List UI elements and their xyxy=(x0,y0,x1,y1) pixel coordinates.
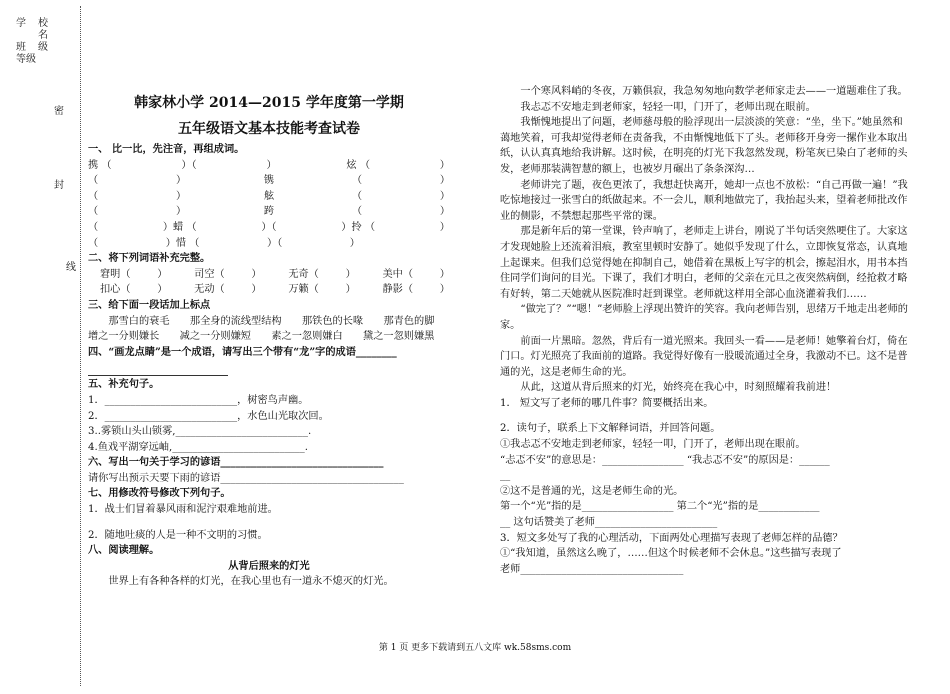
section-1-row-3 xyxy=(88,189,450,205)
question-2-sentence-1: ①我忐忑不安地走到老师家，轻轻一叩，门开了，老师出现在眼前。 xyxy=(500,439,806,451)
cell: 携 （ xyxy=(88,159,112,171)
question-2: 2．读句子，联系上下文解释词语，并回答问题。 xyxy=(500,423,721,435)
section-1-heading: 一、 比一比，先注音，再组成词。 xyxy=(88,143,245,155)
section-2-row-2 xyxy=(88,282,450,298)
label-school-2: 校 xyxy=(38,18,48,29)
reading-paragraph-5: 老师讲完了题，夜色更浓了，我想赶快离开，她却一点也不放松：“自己再做一遍！”我吃惊地接过一张雪白的纸做起来。不一会儿，顺利地做完了，我抬起头来，望着老师批改作业的侧影，不禁想起那些平常的课。 xyxy=(500,179,908,222)
cell: 美中（ xyxy=(382,268,414,280)
question-3-answer: 老师________________________________ xyxy=(500,563,684,575)
binding-labels-right xyxy=(38,18,68,54)
cell: ） xyxy=(345,268,356,280)
reading-paragraph-2: 一个寒风料峭的冬夜，万籁俱寂，我急匆匆地向数学老师家走去——一道题难住了我。 xyxy=(520,86,908,97)
question-2-prompt-1: “忐忑不安”的意思是：________________ “我忐忑不安”的原因是：______ xyxy=(500,454,830,466)
cell: ） xyxy=(439,159,450,171)
cell: ） xyxy=(439,175,450,187)
cell: ） xyxy=(175,206,187,218)
section-2-heading: 二、将下列词语补充完整。 xyxy=(88,252,211,265)
section-3-heading: 三、给下面一段话加上标点 xyxy=(88,298,211,311)
exam-title-line1: 韩家林小学 2014—2015 学年度第一学期 xyxy=(134,95,404,111)
section-5-item-1: 1．__________________________，树密鸟声幽。 xyxy=(88,394,309,406)
cell: ） xyxy=(439,190,450,202)
reading-paragraph-9: 从此，这道从背后照来的灯光，始终亮在我心中，时刻照耀着我前进！ xyxy=(520,382,837,394)
cell: 无动（ xyxy=(194,284,225,296)
cell: ） xyxy=(266,159,277,171)
cell: ） xyxy=(345,284,356,296)
section-4-heading: 四、“画龙点睛”是一个成语，请写出三个带有“龙”字的成语________ xyxy=(88,345,397,358)
section-5-item-2: 2．__________________________，水色山光取次回。 xyxy=(88,410,329,422)
right-column xyxy=(500,84,912,577)
section-5-heading: 五、补充句子。 xyxy=(88,378,160,391)
section-5-item-3: 3..雾锁山头山锁雾,__________________________. xyxy=(88,426,312,438)
cell: 跨 xyxy=(263,206,275,218)
section-4-answer-line[interactable] xyxy=(88,360,228,376)
section-7-item-1: 1．战士们冒着暴风雨和泥泞艰难地前进。 xyxy=(88,504,278,516)
cell: ） xyxy=(439,284,450,296)
cell: 炫 （ xyxy=(346,159,371,171)
left-column xyxy=(88,90,455,590)
cell: 窘明（ xyxy=(100,268,131,280)
cell: ）（ xyxy=(261,221,277,233)
cell: ） xyxy=(439,268,450,280)
label-name: 名 xyxy=(38,30,48,41)
cell: ）（ xyxy=(181,159,197,171)
section-1-row-1 xyxy=(88,158,450,174)
reading-paragraph-8: 前面一片黑暗。忽然，背后有一道光照来。我回头一看——是老师！她擎着台灯，倚在门口。灯光照亮了我面前的道路。我觉得好像有一股暖流通过全身，我激动不已。这不是普通的光，这是老师生命的光。 xyxy=(500,335,908,378)
reading-paragraph-6: 那是新年后的第一堂课，铃声响了，老师走上讲台，刚说了半句话突然哽住了。大家这才发现她脸上还流着泪痕，教室里顿时安静了。她似乎发现了什么，立即恢复常态，认真地上起课来。但我们总觉得她在抑制自己，她借着在黑板上写字的机会，擦起泪水，用书本挡住同学们询问的目光。下课了，我们才明白，老师的父亲在元旦之夜突然病倒，经抢救才略有好转，第二天她就从医院准时赶到课堂。老师就这样用全部心血浇灌着我们…… xyxy=(500,226,908,300)
cell: ） xyxy=(439,206,450,218)
cell: ） xyxy=(157,284,168,296)
cell: 万籁（ xyxy=(288,284,319,296)
question-3: 3．短文多处写了我的心理活动，下面两处心理描写表现了老师怎样的品德？ xyxy=(500,532,843,544)
section-6-heading: 六、写出一句关于学习的谚语________________________________ xyxy=(88,456,384,469)
label-class-2: 级 xyxy=(38,42,48,53)
question-2-blank: __ xyxy=(500,470,511,482)
cell: ） xyxy=(175,190,187,202)
section-7-item-2: 2．随地吐痰的人是一种不文明的习惯。 xyxy=(88,529,268,541)
question-2-prompt-3: __ 这句话赞美了老师________________________ xyxy=(500,517,718,529)
cell: 无奇（ xyxy=(288,268,319,280)
cell: （ xyxy=(88,206,99,218)
cell: ） xyxy=(251,268,262,280)
section-3-text: 那雪白的衰毛 那全身的流线型结构 那铁色的长喙 那青色的脚 增之一分则嫌长 减之一分则嫌短 素之一忽则嫌白 黛之一忽则嫌黑 xyxy=(88,315,455,343)
seal-mark-mi: 密 xyxy=(54,106,64,117)
question-3-item-1: ①“我知道，虽然这么晚了，……但这个时候老师不会休息。”这些描写表现了 xyxy=(500,548,842,560)
cell: ） xyxy=(251,284,262,296)
seal-mark-feng: 封 xyxy=(54,180,64,191)
cell: ） xyxy=(175,175,187,187)
section-1-row-6 xyxy=(88,236,450,252)
reading-paragraph-7: “做完了？”“嗯！”老师脸上浮现出赞许的笑容。我向老师告别，思绪万千地走出老师的家。 xyxy=(500,304,908,331)
cell: ）惜 （ xyxy=(165,237,200,249)
cell: 司空（ xyxy=(194,268,225,280)
section-1-row-4 xyxy=(88,204,450,220)
cell: 扣心（ xyxy=(100,284,131,296)
cell: ） xyxy=(349,237,360,249)
cell: （ xyxy=(88,221,99,233)
cell: （ xyxy=(88,237,99,249)
label-school: 学 xyxy=(16,18,26,29)
section-1-row-2 xyxy=(88,173,450,189)
binding-margin xyxy=(8,6,81,686)
reading-title: 从背后照来的灯光 xyxy=(228,559,310,572)
section-2-row-1 xyxy=(88,267,450,283)
reading-paragraph-4: 我惭愧地提出了问题，老师慈母般的脸浮现出一层淡淡的笑意：“坐，坐下。”她虽然和蔼地笑着，可我却觉得老师在责备我，不由惭愧地低下了头。老师移开身旁一摞作业本取出纸，认认真真地给我讲解。这时候，在明亮的灯光下我忽然发现，粉笔灰已染白了老师的头发，老师那装满智慧的额上，也被岁月碾出了条条深沟… xyxy=(500,117,908,175)
section-8-heading: 八、阅读理解。 xyxy=(88,544,160,557)
cell: ）拎 （ xyxy=(341,221,376,233)
question-2-sentence-2: ②这不是普通的光，这是老师生命的光。 xyxy=(500,485,684,497)
section-6-item: 请你写出预示天要下雨的谚语____________________________________ xyxy=(88,472,404,484)
exam-title-line2: 五年级语文基本技能考查试卷 xyxy=(178,121,360,137)
section-7-heading: 七、用修改符号修改下列句子。 xyxy=(88,487,231,500)
label-class: 班 xyxy=(16,42,26,53)
cell: （ xyxy=(351,206,363,218)
cell: ） xyxy=(439,221,450,233)
cell: ）（ xyxy=(267,237,283,249)
page-footer: 第 1 页 更多下载请到五八文库 wk.58sms.com xyxy=(378,643,572,653)
reading-paragraph-3: 我忐忑不安地走到老师家，轻轻一叩，门开了，老师出现在眼前。 xyxy=(520,101,816,113)
section-5-item-4: 4.鱼戏平湖穿远岫,__________________________. xyxy=(88,441,308,453)
reading-paragraph-1: 世界上有各种各样的灯光，在我心里也有一道永不熄灭的灯光。 xyxy=(108,576,394,588)
seal-mark-xian: 线 xyxy=(66,262,76,273)
cell: 舷 xyxy=(263,190,275,202)
cell: ）蜡 （ xyxy=(162,221,197,233)
section-1-row-5 xyxy=(88,220,450,236)
cell: 镌 xyxy=(263,175,275,187)
question-2-prompt-2: 第一个“光”指的是__________________ 第二个“光”指的是____________ xyxy=(500,501,820,513)
cell: （ xyxy=(88,175,99,187)
cell: ） xyxy=(157,268,168,280)
cell: （ xyxy=(351,175,363,187)
cell: 静影（ xyxy=(382,284,414,296)
cell: （ xyxy=(351,190,363,202)
cell: （ xyxy=(88,190,99,202)
label-grade: 等级 xyxy=(16,54,36,65)
question-1: 1． 短文写了老师的哪几件事？简要概括出来。 xyxy=(500,397,714,409)
